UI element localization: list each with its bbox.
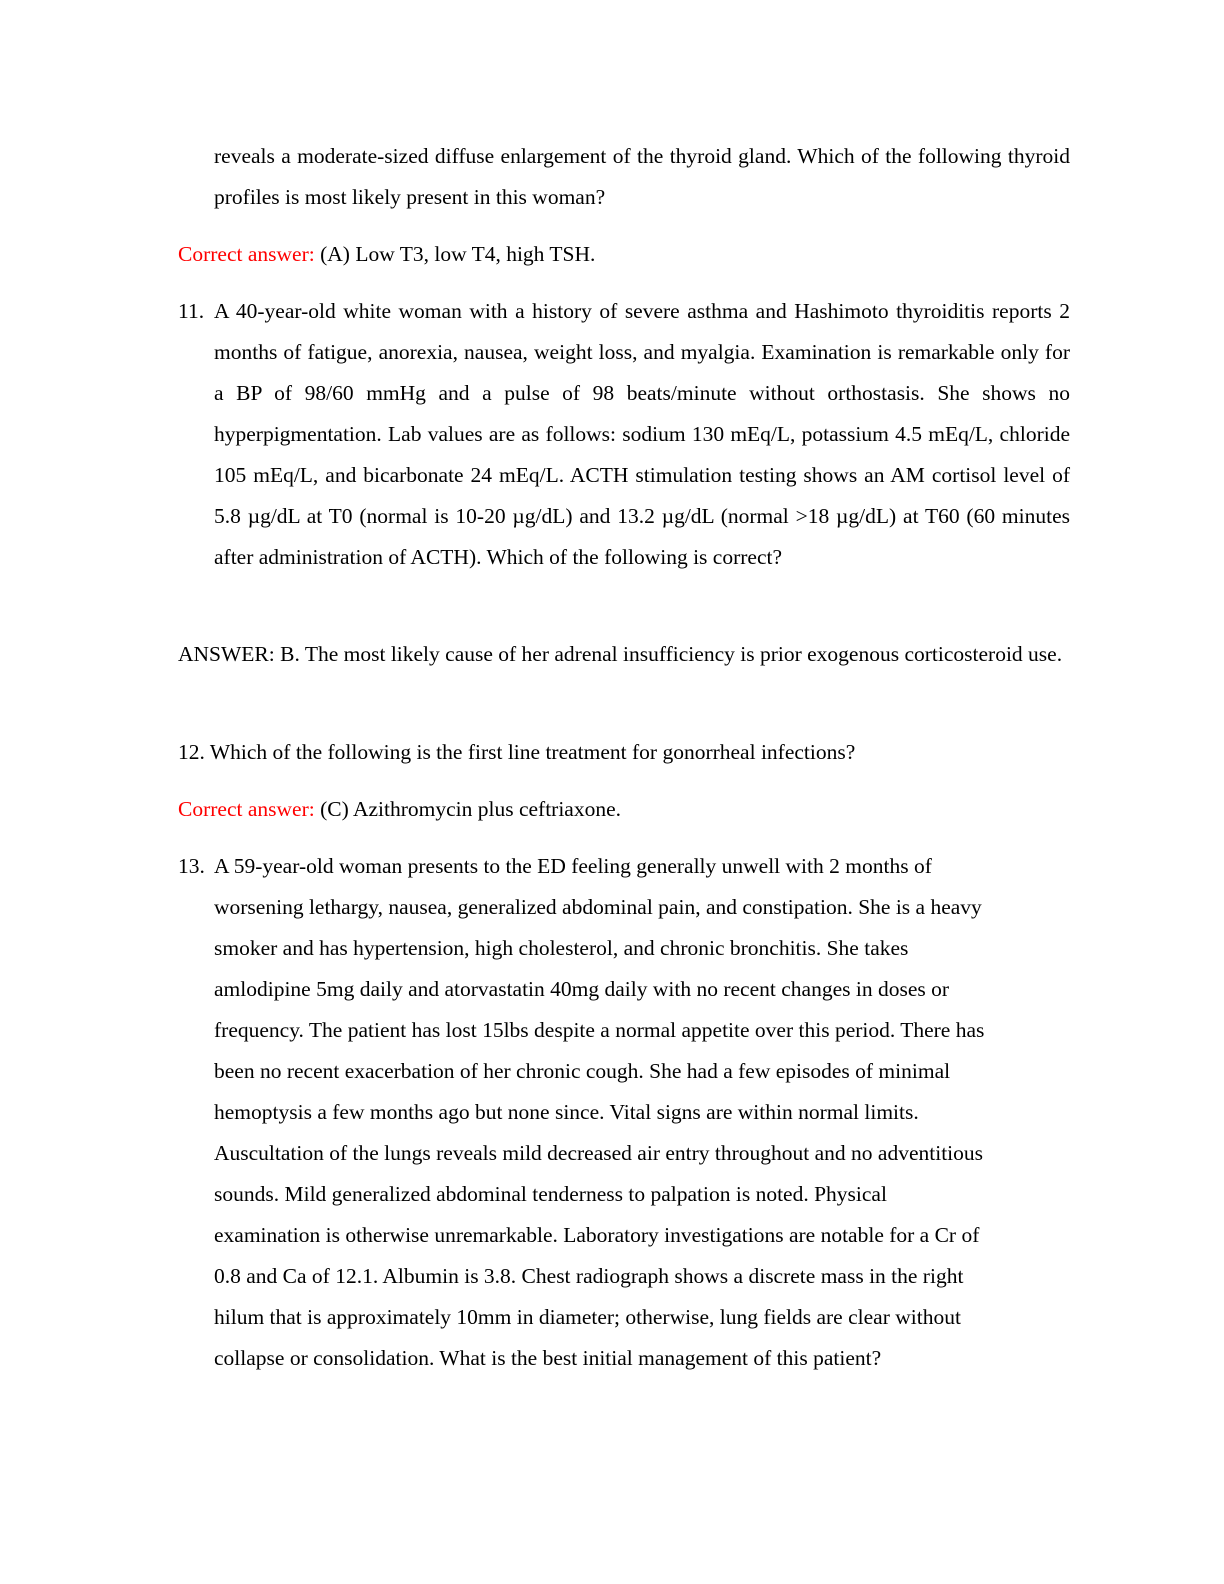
question-13-line: A 59-year-old woman presents to the ED feeling generally unwell with 2 months of xyxy=(214,854,932,878)
question-13-line: worsening lethargy, nausea, generalized abdominal pain, and constipation. She is a heavy xyxy=(214,895,982,919)
question-12-text: Which of the following is the first line treatment for gonorrheal infections? xyxy=(209,740,856,764)
correct-answer-label: Correct answer: xyxy=(178,797,315,821)
question-11 xyxy=(178,291,1070,578)
question-11-text: A 40-year-old white woman with a history of severe asthma and Hashimoto thyroiditis reports 2 months of fatigue, anorexia, nausea, weight loss, and myalgia. Examination is remarkable only for a BP of 98/60 mmHg and a pulse of 98 beats/minute without orthostasis. She shows no hyperpigmentation. Lab values are as follows: sodium 130 mEq/L, potassium 4.5 mEq/L, chloride 105 mEq/L, and bicarbonate 24 mEq/L. ACTH stimulation testing shows an AM cortisol level of 5.8 µg/dL at T0 (normal is 10-20 µg/dL) and 13.2 µg/dL (normal >18 µg/dL) at T60 (60 minutes after administration of ACTH). Which of the following is correct? xyxy=(214,299,1070,569)
question-13-line: smoker and has hypertension, high cholesterol, and chronic bronchitis. She takes xyxy=(214,936,909,960)
question-10-continuation xyxy=(214,136,1070,218)
question-13-line: sounds. Mild generalized abdominal tenderness to palpation is noted. Physical xyxy=(214,1182,887,1206)
question-number: 11. xyxy=(178,299,205,323)
question-13-line: examination is otherwise unremarkable. Laboratory investigations are notable for a Cr of xyxy=(214,1223,980,1247)
question-13-line: amlodipine 5mg daily and atorvastatin 40mg daily with no recent changes in doses or xyxy=(214,977,950,1001)
question-number: 13. xyxy=(178,854,205,878)
question-13-line: Auscultation of the lungs reveals mild decreased air entry throughout and no adventitious xyxy=(214,1141,984,1165)
question-13-line: hilum that is approximately 10mm in diameter; otherwise, lung fields are clear without xyxy=(214,1305,961,1329)
question-10-text: reveals a moderate-sized diffuse enlargement of the thyroid gland. Which of the following thyroid profiles is most likely present in this woman? xyxy=(214,144,1070,209)
question-13-line: been no recent exacerbation of her chronic cough. She had a few episodes of minimal xyxy=(214,1059,951,1083)
question-11-answer xyxy=(178,634,1070,675)
question-number: 12. xyxy=(178,740,205,764)
question-12-answer xyxy=(178,789,1070,830)
question-13-line: hemoptysis a few months ago but none since. Vital signs are within normal limits. xyxy=(214,1100,919,1124)
question-10-answer xyxy=(178,234,1070,275)
correct-answer-label: Correct answer: xyxy=(178,242,315,266)
correct-answer-text: (C) Azithromycin plus ceftriaxone. xyxy=(314,797,622,821)
question-12 xyxy=(178,732,1070,773)
question-13-body xyxy=(178,887,1078,1379)
question-13-line: collapse or consolidation. What is the best initial management of this patient? xyxy=(214,1346,882,1370)
question-13 xyxy=(178,846,1078,1379)
question-13-line: 0.8 and Ca of 12.1. Albumin is 3.8. Chest radiograph shows a discrete mass in the right xyxy=(214,1264,964,1288)
answer-text: ANSWER: B. The most likely cause of her adrenal insufficiency is prior exogenous corticosteroid use. xyxy=(178,642,1063,666)
correct-answer-text: (A) Low T3, low T4, high TSH. xyxy=(314,242,596,266)
question-13-line: frequency. The patient has lost 15lbs despite a normal appetite over this period. There has xyxy=(214,1018,985,1042)
